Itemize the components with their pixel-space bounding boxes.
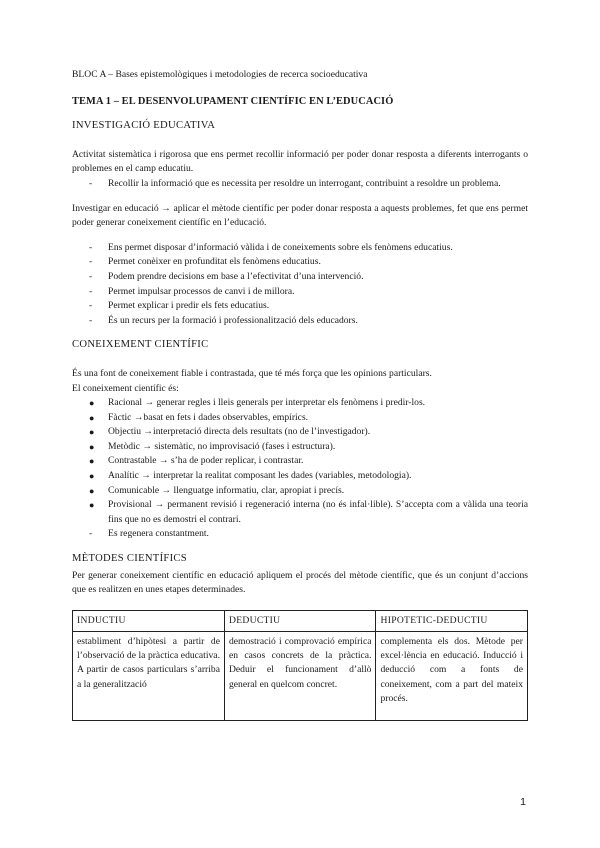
list-item: - Es regenera constantment. — [72, 527, 528, 542]
coneixement-list — [72, 396, 528, 542]
list-item: ● Racional → generar regles i lleis generals per interpretar els fenòmens i predir-los. — [72, 396, 528, 411]
dash-marker: - — [89, 285, 93, 297]
list-item: - És un recurs per la formació i professionalització dels educadors. — [72, 314, 528, 329]
list-item: ● Metòdic → sistemàtic, no improvisació (fases i estructura). — [72, 440, 528, 455]
bullet-marker: ● — [89, 456, 95, 467]
tema-title: TEMA 1 – EL DESENVOLUPAMENT CIENTÍFIC EN L’EDUCACIÓ — [72, 95, 394, 107]
table-row — [73, 632, 528, 721]
investigacio-definition: Activitat sistemàtica i rigorosa que ens permet recollir informació per poder donar resposta a diferents interrogants o problemes en el camp educatiu. — [72, 148, 528, 175]
list-item: ● Objectiu →interpretació directa dels resultats (no de l’investigador). — [72, 425, 528, 440]
dash-marker: - — [89, 241, 93, 253]
dash-marker: - — [89, 270, 93, 282]
section-heading-metodes: MÈTODES CIENTÍFICS — [72, 553, 187, 565]
bullet-marker: ● — [89, 485, 95, 496]
list-item: ● Analític → interpretar la realitat composant les dades (variables, metodologia). — [72, 469, 528, 484]
list-item: ● Contrastable → s’ha de poder replicar, i contrastar. — [72, 454, 528, 469]
coneixement-line-1: És una font de coneixement fiable i contrastada, que té més força que les opinions particulars. — [72, 367, 432, 379]
bloc-title: BLOC A – Bases epistemològiques i metodologies de recerca socioeducativa — [72, 69, 368, 80]
list-item: - Permet conèixer en profunditat els fenòmens educatius. — [72, 255, 528, 270]
metodes-paragraph: Per generar coneixement científic en educació apliquem el procés del mètode científic, que és un conjunt d’accions que es realitzen en unes etapes determinades. — [72, 569, 528, 596]
list-item: - Permet impulsar processos de canvi i de millora. — [72, 285, 528, 300]
bullet-marker: ● — [89, 500, 95, 511]
list-item: - Podem prendre decisions em base a l’efectivitat d’una intervenció. — [72, 270, 528, 285]
investigacio-list — [72, 241, 528, 329]
bullet-marker: ● — [89, 441, 95, 452]
dash-marker: - — [89, 256, 93, 268]
table-cell: establiment d’hipòtesi a partir de l’observació de la pràctica educativa. A partir de casos particulars s’arriba a la generalització — [73, 632, 225, 721]
dash-marker: - — [89, 177, 93, 189]
table-header-cell: INDUCTIU — [73, 610, 225, 631]
table-header-cell: HIPOTETIC-DEDUCTIU — [376, 610, 528, 631]
list-item: - Ens permet disposar d’informació vàlida i de coneixements sobre els fenòmens educatius. — [72, 241, 528, 256]
dash-marker: - — [89, 300, 93, 312]
dash-marker: - — [89, 314, 93, 326]
bullet-marker: ● — [89, 412, 95, 423]
document-page — [72, 68, 528, 721]
section-heading-investigacio: INVESTIGACIÓ EDUCATIVA — [72, 120, 216, 132]
list-item: ● Fàctic →basat en fets i dades observables, empírics. — [72, 411, 528, 426]
investigacio-sublist — [72, 177, 528, 192]
investigacio-paragraph: Investigar en educació → aplicar el mètode científic per poder donar resposta a aquests problemes, fet que ens permet poder generar coneixement científic en l’educació. — [72, 202, 528, 229]
table-cell: demostració i comprovació empírica en casos concrets de la pràctica. Deduir el funcionament d’allò general en quelcom concret. — [224, 632, 376, 721]
list-item: - Recollir la informació que es necessita per resoldre un interrogant, contribuint a resoldre un problema. — [72, 177, 528, 192]
page-number: 1 — [520, 796, 526, 808]
table-cell: complementa els dos. Mètode per excel·lència en educació. Inducció i deducció com a fonts de coneixement, com a part del mateix procés. — [376, 632, 528, 721]
bullet-marker: ● — [89, 471, 95, 482]
coneixement-line-2: El coneixement científic és: — [72, 382, 179, 394]
methods-table — [72, 610, 528, 721]
table-header-row — [73, 610, 528, 631]
list-item: - Permet explicar i predir els fets educatius. — [72, 299, 528, 314]
table-header-cell: DEDUCTIU — [224, 610, 376, 631]
section-heading-coneixement: CONEIXEMENT CIENTÍFIC — [72, 339, 209, 351]
list-item: ● Comunicable → llenguatge informatiu, clar, apropiat i precís. — [72, 484, 528, 499]
bullet-marker: ● — [89, 427, 95, 438]
bullet-marker: ● — [89, 398, 95, 409]
list-item: ● Provisional → permanent revisió i regeneració interna (no és infal·lible). S’accepta com a vàlida una teoria fins que no es demostri el contrari. — [89, 499, 528, 525]
dash-marker: - — [89, 528, 93, 540]
